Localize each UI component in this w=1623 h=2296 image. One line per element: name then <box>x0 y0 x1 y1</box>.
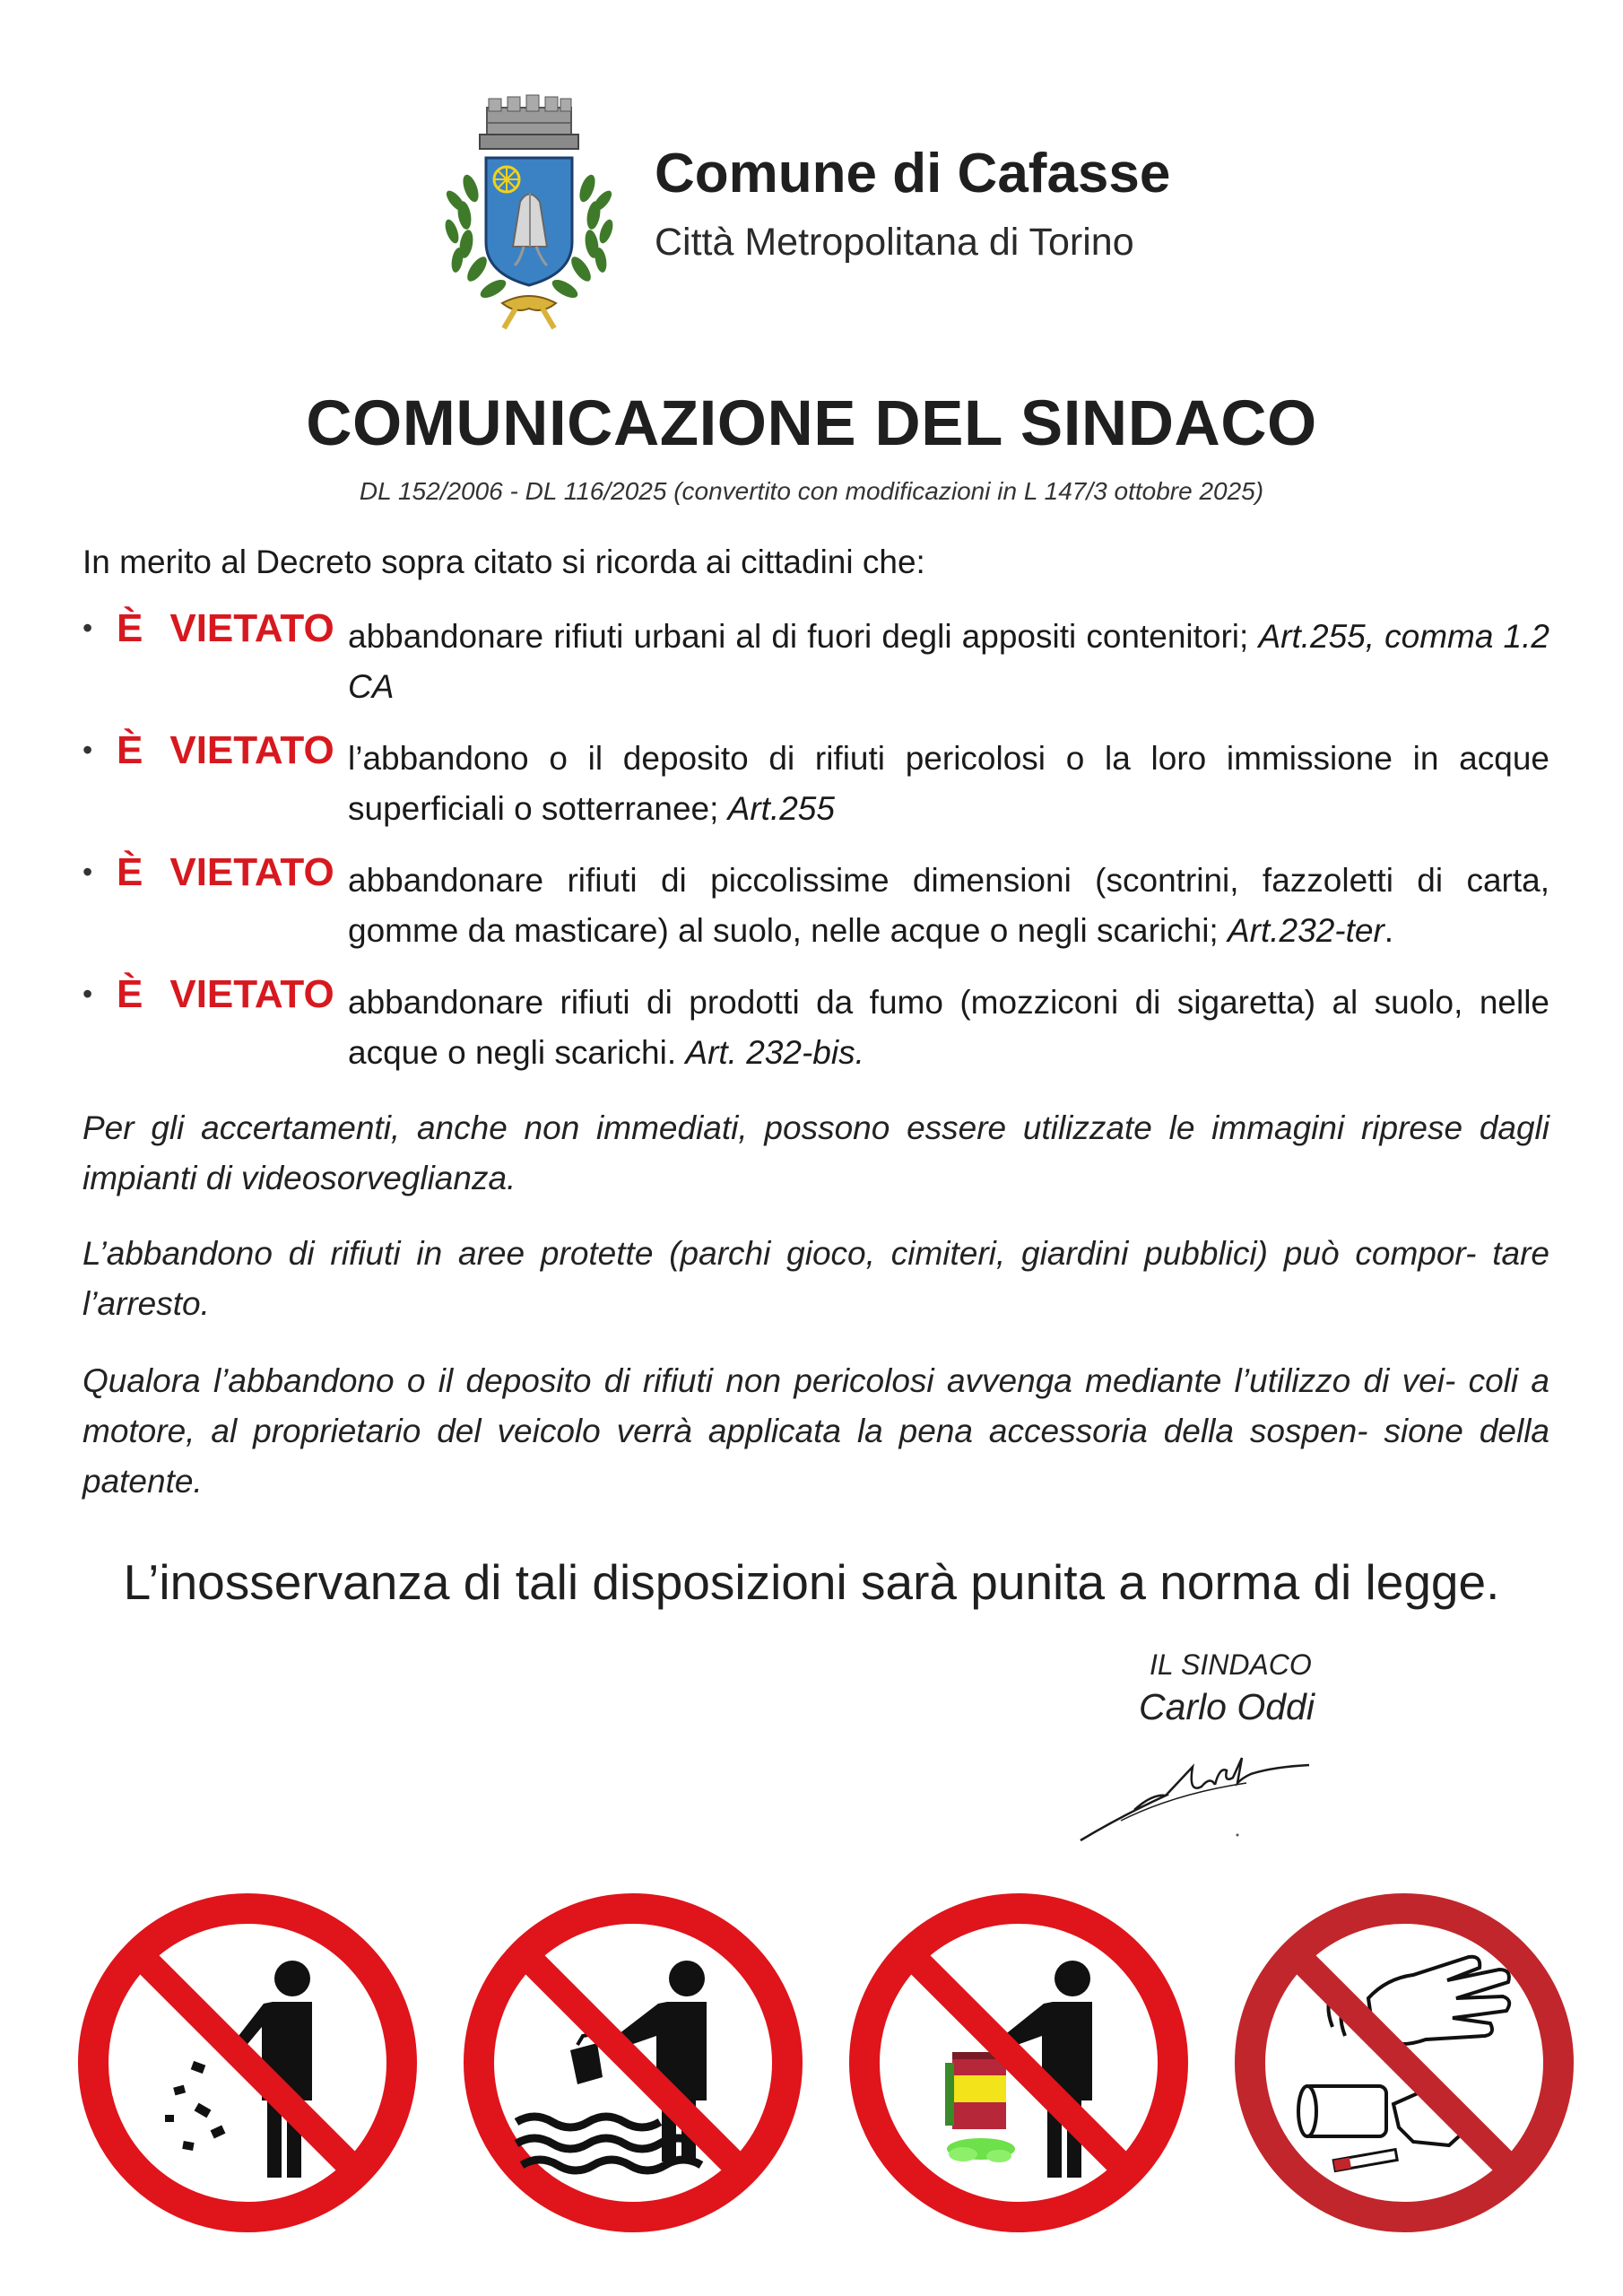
crest-icon <box>430 90 628 341</box>
no-dumping-in-water-sign-icon <box>463 1892 803 2233</box>
note-vehicle-penalty: Qualora l’abbandono o il deposito di rifiuti non pericolosi avvenga mediante l’utilizzo di vei- coli a motore, al proprietario del veicolo verrà applicata la pena accessoria della sospen- sione della patente. <box>82 1362 1549 1500</box>
note-protected-areas: L’abbandono di rifiuti in aree protette (parchi gioco, cimiteri, giardini pubblici) può compor- tare l’arresto. <box>82 1235 1549 1322</box>
no-cigarette-litter-sign-icon <box>1234 1892 1575 2233</box>
signatory-name: Carlo Oddi <box>1139 1686 1315 1727</box>
prohibition-text: abbandonare rifiuti urbani al di fuori degli appositi contenitori; Art.255, comma 1.2 CA <box>348 618 1549 705</box>
prohibition-tag: È VIETATO <box>117 972 334 1016</box>
intro-text: In merito al Decreto sopra citato si ricorda ai cittadini che: <box>82 544 925 580</box>
prohibition-item <box>82 850 1549 976</box>
bullet: • <box>82 612 93 644</box>
prohibition-tag: È VIETATO <box>117 606 334 650</box>
no-littering-sign-icon <box>77 1892 418 2233</box>
prohibition-text: abbandonare rifiuti di prodotti da fumo (mozziconi di sigaretta) al suolo, nelle acque o negli scarichi. Art. 232-bis. <box>348 984 1549 1071</box>
prohibitions-list <box>82 606 1549 1098</box>
prohibition-text: l’abbandono o il deposito di rifiuti pericolosi o la loro immissione in acque superficiali o sotterranee; Art.255 <box>348 740 1549 827</box>
closing-statement: L’inosservanza di tali disposizioni sarà punita a norma di legge. <box>123 1554 1500 1610</box>
no-hazardous-waste-sign-icon <box>848 1892 1189 2233</box>
prohibition-text: abbandonare rifiuti di piccolissime dimensioni (scontrini, fazzoletti di carta, gomme da masticare) al suolo, nelle acque o negli scarichi; Art.232-ter. <box>348 862 1549 949</box>
prohibition-item <box>82 972 1549 1098</box>
bullet: • <box>82 856 93 888</box>
article-reference: Art. 232-bis. <box>685 1034 864 1071</box>
prohibition-signs <box>77 1892 1566 2233</box>
article-reference: Art.255 <box>727 790 835 827</box>
prohibition-item <box>82 728 1549 854</box>
handwritten-signature <box>1067 1731 1336 1848</box>
note-video-surveillance: Per gli accertamenti, anche non immediati, possono essere utilizzate le immagini riprese dagli impianti di videosorveglianza. <box>82 1109 1549 1196</box>
article-reference: Art.232-ter <box>1228 912 1384 949</box>
article-reference: Art.255, comma 1.2 CA <box>348 618 1549 705</box>
municipality-subtitle: Città Metropolitana di Torino <box>655 221 1134 264</box>
bullet: • <box>82 978 93 1010</box>
legal-reference: DL 152/2006 - DL 116/2025 (convertito con modificazioni in L 147/3 ottobre 2025) <box>359 477 1264 505</box>
municipality-name: Comune di Cafasse <box>655 143 1171 204</box>
bullet: • <box>82 734 93 766</box>
page-title: COMUNICAZIONE DEL SINDACO <box>306 388 1317 459</box>
prohibition-item <box>82 606 1549 732</box>
prohibition-tag: È VIETATO <box>117 850 334 894</box>
signatory-role: IL SINDACO <box>1150 1648 1312 1681</box>
prohibition-tag: È VIETATO <box>117 728 334 772</box>
